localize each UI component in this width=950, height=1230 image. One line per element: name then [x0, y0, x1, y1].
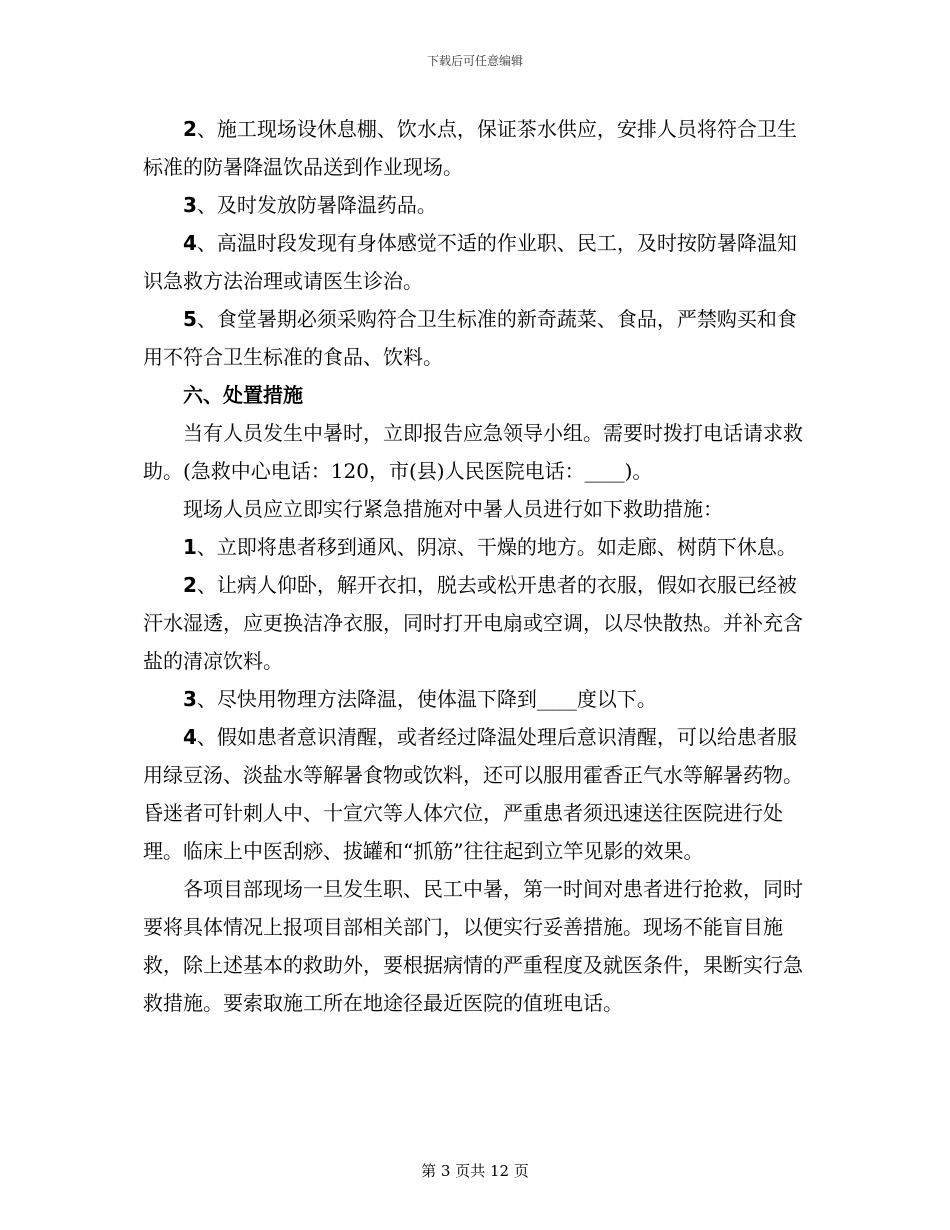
item-number: 5: [183, 307, 197, 331]
page-footer: 第 3 页共 12 页: [421, 1162, 529, 1180]
intro-paragraph: 现场人员应立即实行紧急措施对中暑人员进行如下救助措施：: [183, 497, 723, 521]
step-number: 3: [183, 687, 197, 711]
item-text: 、食堂暑期必须采购符合卫生标准的新奇蔬菜、食品，严禁购买和食用不符合卫生标准的食品、饮料。: [143, 307, 797, 369]
paragraph-item-5: [143, 300, 808, 376]
step-text: 、尽快用物理方法降温，使体温下降到____度以下。: [196, 687, 657, 711]
item-number: 3: [183, 193, 197, 217]
item-text: 、施工现场设休息棚、饮水点，保证茶水供应，安排人员将符合卫生标准的防暑降温饮品送到作业现场。: [143, 117, 797, 179]
paragraph-item-2: [143, 110, 808, 186]
document-body: [143, 110, 808, 1022]
section-heading: 六、处置措施: [183, 383, 303, 407]
closing-paragraph: 各项目部现场一旦发生职、民工中暑，第一时间对患者进行抢救，同时要将具体情况上报项目部相关部门，以便实行妥善措施。现场不能盲目施救，除上述基本的救助外，要根据病情的严重程度及就医条件，果断实行急救措施。要索取施工所在地途径最近医院的值班电话。: [143, 877, 803, 1015]
step-text: 、立即将患者移到通风、阴凉、干燥的地方。如走廊、树荫下休息。: [196, 535, 797, 559]
step-text: 、让病人仰卧，解开衣扣，脱去或松开患者的衣服，假如衣服已经被汗水湿透，应更换洁净衣服，同时打开电扇或空调，以尽快散热。并补充含盐的清凉饮料。: [143, 573, 803, 673]
paragraph-item-4: [143, 224, 808, 300]
intro-paragraph: 当有人员发生中暑时，立即报告应急领导小组。需要时拨打电话请求救助。(急救中心电话：120，市(县)人民医院电话：____)。: [143, 421, 803, 483]
paragraph-item-3: [143, 186, 808, 224]
step-item-4: [143, 718, 808, 870]
item-text: 、高温时段发现有身体感觉不适的作业职、民工，及时按防暑降温知识急救方法治理或请医生诊治。: [143, 231, 797, 293]
page-header: 下载后可任意编辑: [426, 54, 523, 68]
step-item-3: [143, 680, 808, 718]
step-number: 1: [183, 535, 197, 559]
step-item-1: [143, 528, 808, 566]
step-text: 、假如患者意识清醒，或者经过降温处理后意识清醒，可以给患者服用绿豆汤、淡盐水等解暑食物或饮料，还可以服用霍香正气水等解暑药物。昏迷者可针刺人中、十宣穴等人体穴位，严重患者须迅速送往医院进行处理。临床上中医刮痧、拔罐和“抓筋”往往起到立竿见影的效果。: [143, 725, 803, 863]
step-number: 2: [183, 573, 197, 597]
item-number: 4: [183, 231, 197, 255]
item-text: 、及时发放防暑降温药品。: [196, 193, 437, 217]
step-item-2: [143, 566, 808, 680]
step-number: 4: [183, 725, 197, 749]
item-number: 2: [183, 117, 197, 141]
